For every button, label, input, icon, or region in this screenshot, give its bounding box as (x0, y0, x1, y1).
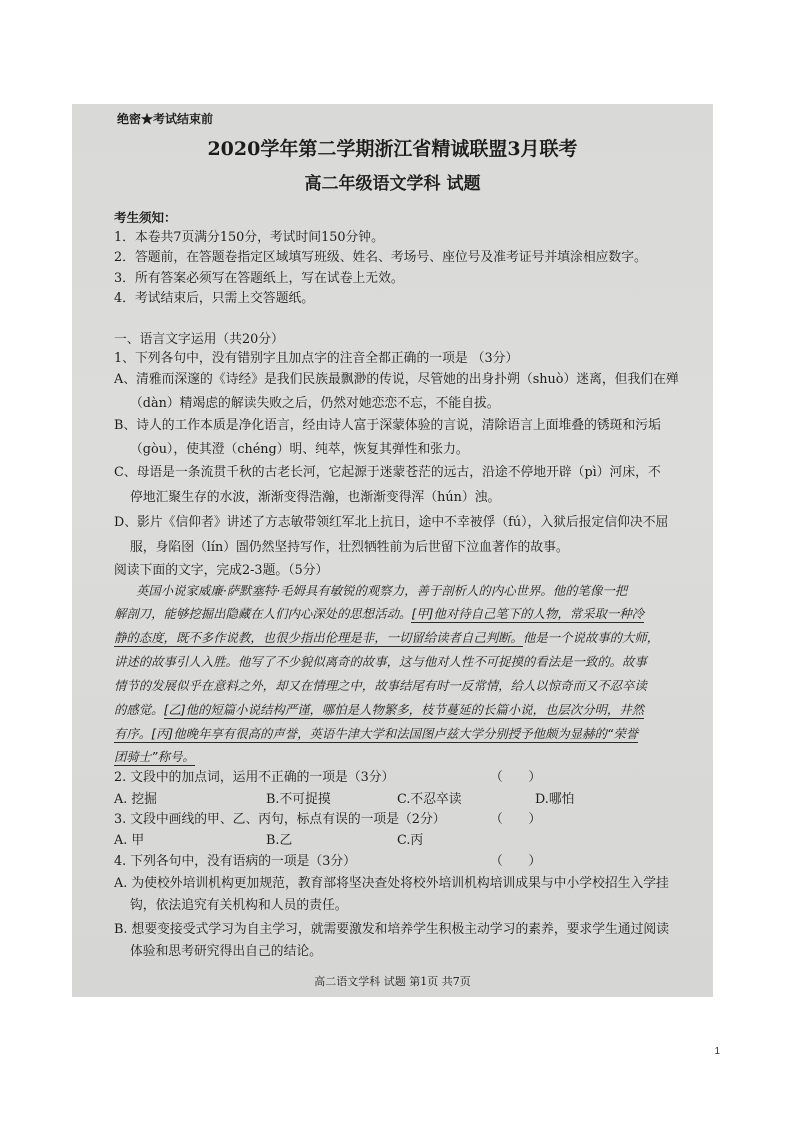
q3-option-b: B.乙 (266, 833, 293, 848)
underlined-sentence-yi-cont: 有序。 (114, 726, 152, 741)
passage-text: 的感觉。 (114, 702, 164, 717)
q4-option-a-cont: 钩，依法追究有关机构和人员的责任。 (130, 898, 348, 913)
passage-line (114, 606, 644, 622)
notice-heading: 考生须知： (114, 210, 177, 225)
underlined-sentence-jia: [甲]他对待自己笔下的人物，常采取一种冷 (411, 606, 645, 621)
q1-option-a-cont: （dàn）精竭虑的解读失败之后，仍然对她恋恋不忘，不能自拔。 (130, 396, 500, 411)
underlined-sentence-yi: [乙]他的短篇小说结构严谨，哪怕是人物繁多，枝节蔓延的长篇小说，也层次分明，井然 (163, 702, 645, 717)
underlined-sentence-bing-cont: 团骑士”称号。 (114, 749, 195, 764)
q1-option-b-cont: （gòu），使其澄（chéng）明、纯萃，恢复其弹性和张力。 (130, 442, 469, 457)
q2-option-d: D.哪怕 (535, 792, 575, 807)
passage-line: 情节的发展似乎在意料之外，却又在情理之中，故事结尾有时一反常情，给人以惊奇而又不忍卒读 (114, 678, 647, 693)
q2-option-b: B.不可捉摸 (266, 792, 331, 807)
q4-option-b-cont: 体验和思考研究得出自己的结论。 (130, 944, 322, 959)
q2-option-a: A. 挖掘 (114, 792, 157, 807)
q1-option-c-cont: 停地汇聚生存的水波，渐渐变得浩瀚，也渐渐变得浑（hún）浊。 (130, 490, 501, 505)
passage-line (114, 702, 644, 718)
underlined-sentence-jia-cont: 静的态度，既不多作说教，也很少指出伦理是非，一切留给读者自己判断。 (114, 630, 523, 645)
q1-option-b: B、诗人的工作本质是净化语言，经由诗人富于深蒙体验的言说，清除语言上面堆叠的锈斑和污垢 (114, 418, 661, 433)
passage-line (114, 726, 638, 742)
passage-line: 英国小说家威廉·萨默塞特·毛姆具有敏锐的观察力，善于剖析人的内心世界。他的笔像一把 (136, 583, 628, 598)
exam-subtitle: 高二年级语文学科 试题 (304, 174, 481, 194)
q3-option-c: C.丙 (397, 833, 424, 848)
question-4-stem: 4. 下列各句中，没有语病的一项是（3分） (114, 854, 356, 869)
notice-item: 2．答题前，在答题卷指定区域填写班级、姓名、考场号、座位号及准考证号并填涂相应数字。 (114, 250, 647, 265)
page-footer: 高二语文学科 试题 第1页 共7页 (314, 975, 471, 988)
q2-option-c: C.不忍卒读 (397, 792, 462, 807)
q4-option-a: A. 为使校外培训机构更加规范，教育部将坚决查处将校外培训机构培训成果与中小学校招生入学挂 (114, 876, 669, 891)
q1-option-c: C、母语是一条流贯千秋的古老长河，它起源于迷蒙苍茫的远古，沿途不停地开辟（pì）河床，不 (114, 465, 661, 480)
exam-title: 2020学年第二学期浙江省精诚联盟3月联考 (207, 138, 578, 160)
question-2-stem: 2. 文段中的加点词，运用不正确的一项是（3分） (114, 770, 395, 785)
passage-line (114, 749, 195, 765)
q1-option-d-cont: 服，身陷囹（lín）圄仍然坚持写作，壮烈牺牲前为后世留下泣血著作的故事。 (130, 540, 569, 555)
q4-answer-blank: （ ） (490, 854, 542, 869)
q3-answer-blank: （ ） (490, 812, 542, 827)
section-heading: 一、语言文字运用（共20分） (114, 332, 284, 347)
question-3-stem: 3. 文段中画线的甲、乙、丙句，标点有误的一项是（2分） (114, 812, 446, 827)
passage-text: 解剖刀，能够挖掘出隐藏在人们内心深处的思想活动。 (114, 606, 412, 621)
reading-intro: 阅读下面的文字，完成2-3题。（5分） (114, 563, 329, 578)
page-number: 1 (714, 1046, 720, 1057)
notice-item: 3．所有答案必须写在答题纸上，写在试卷上无效。 (114, 271, 404, 286)
notice-item: 4．考试结束后，只需上交答题纸。 (114, 291, 315, 306)
passage-line: 讲述的故事引人入胜。他写了不少貌似离奇的故事，这与他对人性不可捉摸的看法是一致的。故事 (114, 654, 647, 669)
q1-option-a: A、清雅而深邃的《诗经》是我们民族最飘渺的传说，尽管她的出身扑朔（shuò）迷离，但我们在殚 (114, 372, 679, 387)
underlined-sentence-bing: [丙]他晚年享有很高的声誉，英语牛津大学和法国图卢兹大学分别授予他颇为显赫的“荣誉 (151, 726, 639, 741)
notice-item: 1．本卷共7页满分150分，考试时间150分钟。 (114, 230, 384, 245)
scanned-exam-page (72, 104, 713, 997)
q1-option-d: D、影片《信仰者》讲述了方志敏带领红军北上抗日，途中不幸被俘（fú），入狱后报定信仰决不屈 (114, 515, 669, 530)
secret-mark: 绝密★考试结束前 (117, 112, 214, 126)
question-1-stem: 1、下列各句中，没有错别字且加点字的注音全都正确的一项是 （3分） (114, 351, 519, 366)
q4-option-b: B. 想要变接受式学习为自主学习，就需要激发和培养学生积极主动学习的素养，要求学生通过阅读 (114, 922, 670, 937)
passage-line (114, 630, 659, 646)
q2-answer-blank: （ ） (490, 770, 542, 785)
passage-text: 他是一个说故事的大师， (522, 630, 660, 645)
q3-option-a: A. 甲 (114, 833, 145, 848)
